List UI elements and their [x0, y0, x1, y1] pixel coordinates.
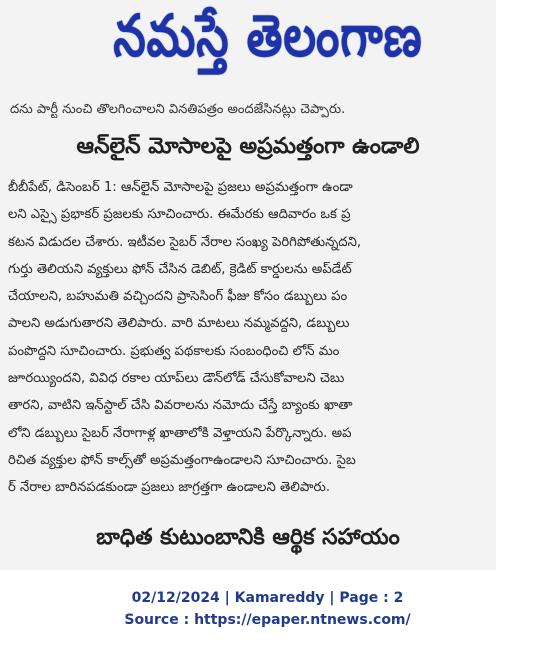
clipping-source-line: Source : https://epaper.ntnews.com/	[124, 612, 411, 628]
cut-off-text: దను పార్టీ నుంచి తొలగించాలని వినతిపత్రం అందజేసినట్లు చెప్పారు.	[10, 102, 346, 117]
article-line: జూరయ్యిందని, వివిధ రకాల యాప్‌లు డౌన్‌లోడ్ చేసుకోవాలని చెబు	[8, 371, 345, 387]
article-line: గుర్తు తెలియని వ్యక్తులు ఫోన్ చేసిన డెబిట్, క్రెడిట్ కార్డులను అప్‌డేట్	[8, 261, 352, 277]
article-line: చేయాలని, బహుమతి వచ్చిందని ప్రాసెసింగ్ ఫీజు కోసం డబ్బులు పం	[8, 289, 348, 305]
article-line: పాలని అడుగుతారని తెలిపారు. వారి మాటలు నమ్మవద్దని, డబ్బులు	[8, 316, 350, 332]
article-line: తారని, వాటిని ఇన్‌స్టాల్ చేసి వివరాలను నమోదు చేస్తే బ్యాంకు ఖాతా	[8, 398, 353, 414]
article-line: బీబీపేట్, డిసెంబర్ 1: ఆన్‌లైన్ మోసాలపై ప్రజలు అప్రమత్తంగా ఉండా	[8, 180, 353, 195]
masthead-title: నమస్తే తెలంగాణ	[113, 1, 423, 70]
article-line: ర్ నేరాల బారినపడకుండా ప్రజలు జాగ్రత్తగా ఉండాలని తెలిపారు.	[8, 480, 331, 496]
article-line: లోని డబ్బులు సైబర్ నేరాగాళ్ల ఖాతాలోకి వెళ్తాయని పేర్కొన్నారు. అప	[8, 425, 352, 441]
article-line: కటన విడుదల చేశారు. ఇటీవల సైబర్ నేరాల సంఖ్య పెరిగిపోతున్నదని,	[8, 234, 362, 250]
clipping-date-line: 02/12/2024 | Kamareddy | Page : 2	[131, 590, 404, 606]
cut-off-text-line	[10, 100, 496, 120]
article-line: రిచిత వ్యక్తుల ఫోన్ కాల్స్‌తో అప్రమత్తంగాఉండాలని సూచించారు. సైబ	[8, 452, 356, 468]
article-line: లని ఎస్సై ప్రభాకర్ ప్రజలకు సూచించారు. ఈమేరకు ఆదివారం ఒక ప్ర	[8, 207, 351, 223]
article-body	[8, 174, 488, 502]
next-article-headline: బాధిత కుటుంబానికి ఆర్థిక సహాయం	[96, 525, 400, 550]
article-line: పంపొద్దని సూచించారు. ప్రభుత్వ పథకాలకు సంబంధించి లోన్ మం	[8, 343, 340, 359]
article-headline: ఆన్‌లైన్ మోసాలపై అప్రమత్తంగా ఉండాలి	[76, 134, 420, 159]
newspaper-masthead	[58, 2, 478, 84]
